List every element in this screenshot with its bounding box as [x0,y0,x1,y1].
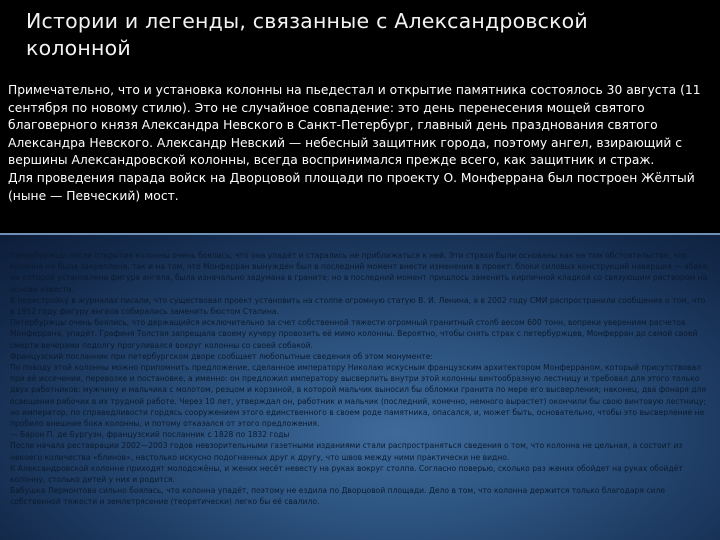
panel-divider [0,233,720,235]
body-paragraph: — Барон П. де Бургуэн, французский посланник с 1828 по 1832 годы [10,430,290,440]
body-text [10,250,712,508]
slide-title: Истории и легенды, связанные с Александровской колонной [26,9,588,60]
body-paragraph: После начала реставрации 2002—2003 годов невзорительными газетными изданиями стали распространяться сведения о том, что колонна не цельная, а состоит из некоего количества «блинов», настолько искусно подогнанных друг к другу, что швов между ними практически не видно. [10,441,683,462]
body-paragraph: По поводу этой колонны можно припомнить предложение, сделанное императору Николаю искусным французским архитектором Монферраном, который присутствовал при её иссечении, перевозке и постановке, а именно: он предложил императору высверлить внутри этой колонны винтообразную лестницу и требовал для этого только двух работников: мужчину и мальчика с молотом, резцом и корзиной, в которой мальчик выносил бы обломки гранита по мере его высверления; наконец, два фонаря для освещения рабочих в их трудной работе. Через 10 лет, утверждал он, работник и мальчик (последний, конечно, немного вырастет) окончили бы свою винтовую лестницу; но император, по справедливости гордясь сооружением этого единственного в своем роде памятника, опасался, и, может быть, основательно, чтобы это высверление не пробило внешние бока колонны, и потому отказался от этого предложения. [10,363,706,429]
intro-paragraph: Примечательно, что и установка колонны на пьедестал и открытие памятника состоялось 30 августа (11 сентября по новому стилю). Это не случайное совпадение: это день перенесения мощей святого благоверного князя Александра Невского в Санкт-Петербург, главный день празднования святого Александра Невского. Александр Невский — небесный защитник города, поэтому ангел, взирающий с вершины Александровской колонны, всегда воспринимался прежде всего, как защитник и страж. [8,83,701,168]
body-paragraph: В перестройку в журналах писали, что существовал проект установить на столпе огромную статую В. И. Ленина, а в 2002 году СМИ распространили сообщение о том, что в 1952 году фигуру ангела собирались заменить бюстом Сталина. [10,295,706,317]
body-paragraph: Петербуржцы после открытия колонны очень боялись, что она упадёт и старались не приближаться к ней. Эти страхи были основаны как на том обстоятельстве, что колонна не была закреплена, так и на том, что Монферран вынужден был в последний момент внести изменения в проект: блоки силовых конструкций навершия — абака, на которой установлена фигура ангела, была изначально задумана в граните; но в последний момент пришлось заменить кирпичной кладкой со связующим раствором на основе извести. [10,251,710,294]
body-paragraph: Петербуржцы очень боялись, что держащийся исключительно за счет собственной тяжести огромный гранитный столб весом 600 тонн, вопреки уверениям расчетов Монферрана, упадёт. Графиня Толстая запрещала своему кучеру провозить её мимо колонны. Вероятно, чтобы снять страх с петербуржцев, Монферран до самой своей смерти вечерами подолгу прогуливался вокруг колонны со своей собакой. [10,318,698,350]
body-panel [0,233,720,540]
body-paragraph: К Александровской колонне приходят молодожёны, и жених несёт невесту на руках вокруг столпа. Согласно поверью, сколько раз жених обойдет на руках обойдёт колонну, столько детей у них и родится. [10,463,683,485]
body-paragraph: Французский посланник при петербургском дворе сообщает любопытные сведения об этом монументе: [10,351,433,361]
intro-text [8,82,712,205]
body-paragraph: Бабушка Лермонтова сильно боялась, что колонна упадёт, поэтому не ездила по Дворцовой площади. Дело в том, что колонна держится только благодаря силе собственной тяжести и землетрясение (теоретически) легко бы её свалило. [10,486,665,507]
intro-paragraph: Для проведения парада войск на Дворцовой площади по проекту О. Монферрана был построен Жёлтый (ныне — Певческий) мост. [8,170,695,203]
